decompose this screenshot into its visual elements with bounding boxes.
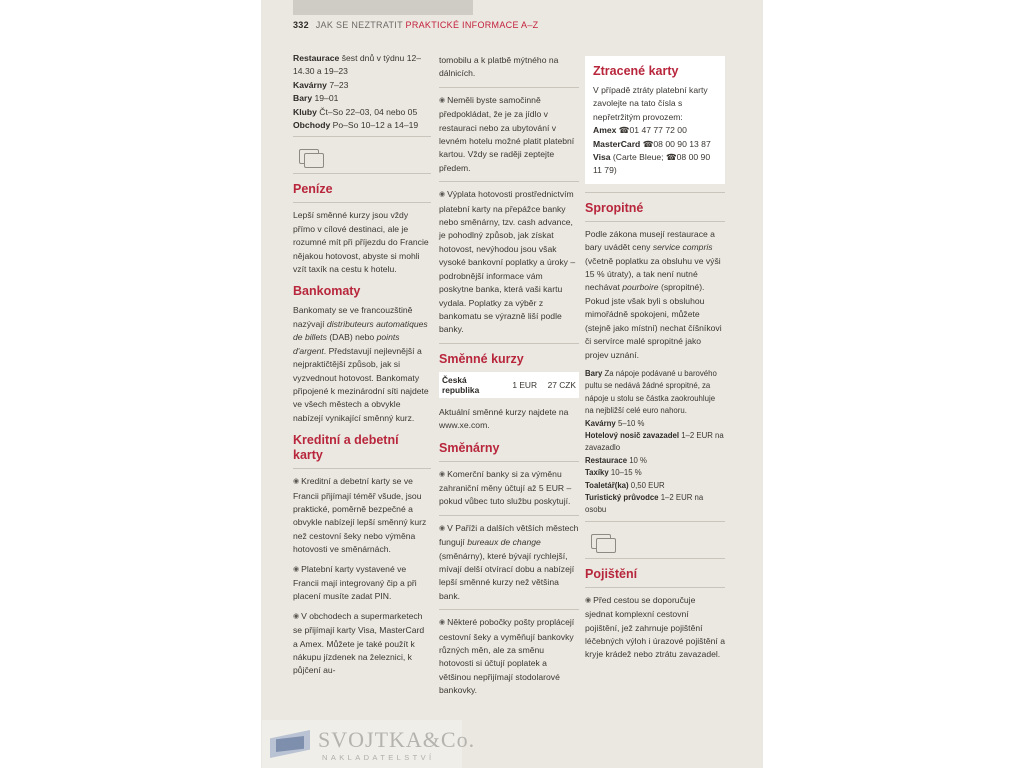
tip-label: Bary [585, 368, 603, 378]
divider [585, 587, 725, 588]
divider [439, 609, 579, 610]
karty-bullet-2: ◉ Platební karty vystavené ve Francii mají integrovaný čip a při placení musíte zadat PIN. [293, 563, 431, 604]
column-1 [293, 52, 431, 684]
visa-phone: ☎08 00 90 11 79) [593, 152, 711, 176]
divider [293, 468, 431, 469]
smenarny-bullet-2 [439, 522, 579, 603]
tip-item [585, 368, 725, 418]
smenarny-bullet-1: ◉ Komerční banky si za výměnu zahraniční měny účtují až 5 EUR – pokud vůbec tuto službu poskytují. [439, 468, 579, 509]
divider [293, 202, 431, 203]
tip-value: 10–15 % [610, 468, 642, 478]
tip-label: Kavárny [585, 418, 616, 428]
section-title: PRAKTICKÉ INFORMACE A–Z [405, 20, 539, 30]
hours-value: 19–01 [314, 93, 339, 104]
karty-bullet-5: ◉ Výplata hotovosti prostřednictvím platební karty na přepážce banky nebo směnárny, tzv. cash advance, je pohodlný způsob, jak získat hotovost, nevýhodou jsou však vysoké bankovní poplatky a úroky – podrobnější informace vám poskytne banka, která vaši kartu vydala. Poplatky za výběr z bankomatu se výrazně liší podle banky. [439, 188, 579, 336]
tip-label: Taxíky [585, 468, 609, 478]
tip-item [585, 455, 725, 467]
heading-pojisteni: Pojištění [585, 566, 638, 581]
publisher-logo [262, 720, 476, 768]
italic-term: points d'argent [293, 332, 400, 356]
penize-text: Lepší směnné kurzy jsou vždy přímo v cílové destinaci, ale je rozumné mít při příjezdu do Francie nějakou hotovost, abyste si mohli vzít taxík na cestu k hotelu. [293, 210, 429, 275]
heading-penize: Peníze [293, 182, 333, 197]
divider [439, 461, 579, 462]
tip-value: 10 % [629, 455, 647, 465]
pojisteni-text: ◉ Před cestou se doporučuje sjednat komplexní cestovní pojištění, jež zahrnuje pojištění léčebných výloh i úrazové pojištění a kryje krádež nebo ztrátu zavazadel. [585, 594, 725, 662]
hours-restaurace [293, 52, 431, 79]
tip-label: Toaletář(ka) [585, 480, 629, 490]
text-run: V Paříži a dalších větších městech fungují [439, 522, 579, 548]
tip-value: 0,50 EUR [630, 480, 665, 490]
hours-label: Obchody [293, 120, 331, 131]
book-title: JAK SE NEZTRATIT [315, 20, 403, 30]
tip-value: 1–2 EUR na zavazadlo [585, 430, 724, 453]
hours-label: Kluby [293, 106, 317, 117]
hours-value: Po–So 10–12 a 14–19 [332, 120, 419, 131]
book-page [261, 0, 763, 768]
ztracene-text: V případě ztráty platební karty zavolejte na tato čísla s nepřetržitým provozem: [593, 85, 708, 122]
hours-value: šest dnů v týdnu 12–14.30 a 19–23 [293, 53, 422, 77]
tip-value: 1–2 EUR na osobu [585, 492, 704, 515]
mastercard-label: MasterCard [593, 138, 641, 149]
tip-label: Hotelový nosič zavazadel [585, 430, 680, 440]
visa-label: Visa [593, 152, 611, 163]
opening-hours [293, 52, 431, 132]
tip-value: Za nápoje podávané u barového pultu se nedává žádné spropitné, za nápoje u stolu se částka zaokrouhluje na nejbližší celé euro nahoru. [585, 368, 717, 416]
heading-smenarny: Směnárny [439, 440, 500, 455]
karty-bullet-4: ◉ Neměli byste samočinně předpokládat, že je za jídlo v restauraci nebo za ubytování v levném hotelu možné platit platební kartou. Vždy se raději zeptejte předem. [439, 94, 579, 175]
text-run: Podle zákona musejí restaurace a bary uvádět ceny [585, 228, 715, 253]
bankomaty-text [293, 304, 431, 425]
mastercard-line [593, 138, 717, 151]
italic-term: service compris [652, 242, 713, 253]
divider [439, 87, 579, 88]
divider [585, 558, 725, 559]
heading-karty: Kreditní a debetní karty [293, 433, 399, 463]
credit-cards-icon [299, 147, 325, 167]
rate-eur: 1 EUR [512, 379, 537, 390]
lost-cards-box [585, 56, 725, 184]
credit-cards-icon [591, 532, 617, 552]
text-run: (včetně poplatku za obsluhu ve výši 15 % útraty), a tak není nutné nechávat [585, 255, 721, 293]
divider [439, 343, 579, 344]
running-head [293, 20, 538, 30]
spropitne-text [585, 228, 725, 362]
visa-line [593, 151, 717, 178]
karty-bullet-1: ◉ Kreditní a debetní karty se ve Francii přijímají téměř všude, jsou praktické, poměrně bezpečné a obvykle nabízejí lepší směnný kurz než cestovní šeky nebo výměna hotovosti ve směnárnách. [293, 475, 431, 556]
divider [439, 181, 579, 182]
heading-smenne-kurzy: Směnné kurzy [439, 351, 524, 366]
text-run: . Představují nejlevnější a nejpraktičtější způsob, jak si vyzvednout hotovost. Bankomaty připojené k mezinárodní síti najdete ve všech městech a obvykle nabízejí vynikající směnný kurz. [293, 345, 429, 423]
rate-czk: 27 CZK [547, 379, 576, 390]
hours-label: Kavárny [293, 79, 327, 90]
hours-value: 7–23 [329, 79, 349, 90]
visa-extra: (Carte Bleue; [612, 152, 664, 163]
tip-value: 5–10 % [617, 418, 645, 428]
text-run: (DAB) nebo [329, 332, 375, 343]
tip-label: Restaurace [585, 455, 628, 465]
divider [293, 136, 431, 137]
hours-obchody [293, 119, 431, 132]
amex-line [593, 124, 717, 137]
karty-bullet-3: ◉ V obchodech a supermarketech se přijímají karty Visa, MasterCard a Amex. Můžete je také použít k nákupu jízdenek na železnici, k půjčení au- [293, 610, 431, 678]
divider [585, 192, 725, 193]
smenarny-bullet-3: ◉ Některé pobočky pošty proplácejí cestovní šeky a vyměňují bankovky různých měn, ale za směnu hotovosti si účtují poplatek a většinou nepřijímají stodolarové bankovky. [439, 616, 579, 697]
italic-term: pourboire [622, 282, 659, 293]
heading-bankomaty: Bankomaty [293, 284, 361, 299]
divider [439, 515, 579, 516]
text-run: (spropitné). Pokud jste však byli s obsluhou mimořádně spokojeni, můžete (stejně jako místní) nechat číšníkovi či servírce malé spropitné jako projev uznání. [585, 282, 722, 360]
rate-country: Česká republika [442, 374, 480, 395]
italic-term: bureaux de change [467, 537, 541, 548]
hours-value: Čt–So 22–03, 04 nebo 05 [319, 106, 418, 117]
header-tab-bar [293, 0, 473, 15]
text-run: Bankomaty se ve francouzštině nazývají [293, 305, 413, 329]
mastercard-phone: ☎08 00 90 13 87 [642, 138, 711, 149]
divider [585, 521, 725, 522]
divider [293, 173, 431, 174]
hours-kluby [293, 106, 431, 119]
exchange-rate-table [439, 372, 579, 398]
logo-subtitle: NAKLADATELSTVÍ [322, 753, 435, 762]
hours-bary [293, 92, 431, 105]
tip-label: Turistický průvodce [585, 492, 659, 502]
divider [585, 221, 725, 222]
kurzy-text: Aktuální směnné kurzy najdete na www.xe.com. [439, 406, 569, 431]
logo-name: SVOJTKA&Co. [318, 727, 476, 752]
amex-phone: ☎01 47 77 72 00 [618, 125, 687, 136]
tip-item [585, 430, 725, 455]
hours-label: Bary [293, 93, 313, 104]
tip-item [585, 467, 725, 479]
column-2 [439, 54, 579, 704]
continued-text: tomobilu a k platbě mýtného na dálnicích. [439, 55, 559, 79]
page-number: 332 [293, 20, 309, 30]
column-3 [585, 56, 725, 668]
amex-label: Amex [593, 125, 617, 136]
heading-spropitne: Spropitné [585, 200, 644, 215]
tip-item [585, 480, 725, 492]
text-run: (směnárny), které bývají rychlejší, mívají delší otvírací dobu a nabízejí lepší směnné kurzy než většina bank. [439, 550, 575, 601]
tips-list [585, 368, 725, 517]
italic-term: distributeurs automatiques de billets [293, 318, 428, 343]
heading-ztracene-karty: Ztracené karty [593, 64, 679, 78]
tip-item [585, 492, 725, 517]
tip-item [585, 418, 725, 430]
hours-kavarny [293, 79, 431, 92]
hours-label: Restaurace [293, 53, 340, 63]
